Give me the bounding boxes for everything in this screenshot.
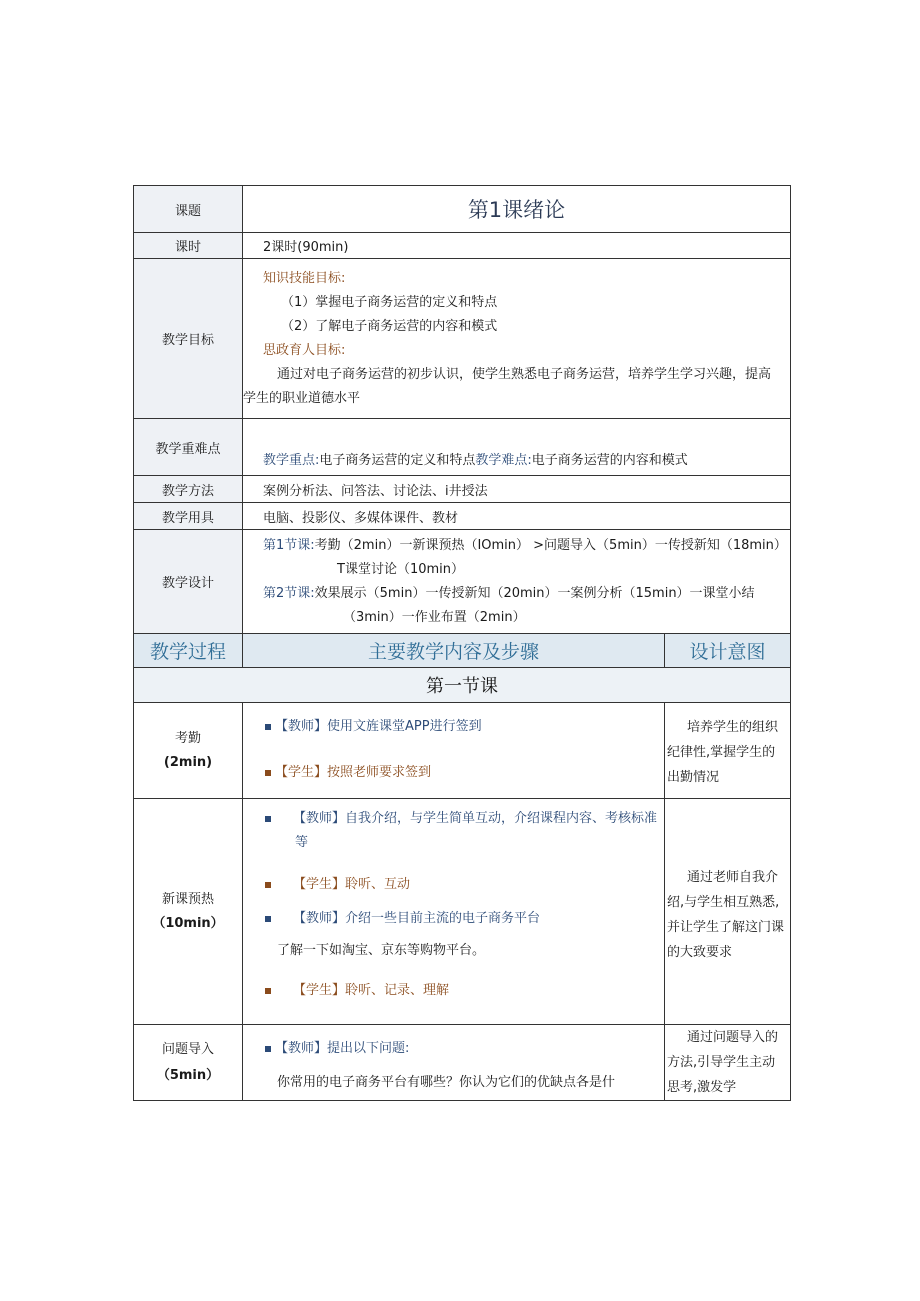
step-question-content [243,1025,665,1101]
objectives-label: 教学目标 [134,259,243,419]
warmup-intent: 通过老师自我介绍,与学生相互熟悉,并让学生了解这门课的大致要求 [665,799,791,1025]
bullet-icon [265,770,271,776]
section1-row [134,668,791,703]
knowledge-heading: 知识技能目标: [263,270,346,286]
warmup-teacher-2: 【教师】介绍一些目前主流的电子商务平台 [265,907,664,931]
warmup-student-1: 【学生】聆听、互动 [265,873,664,897]
hours-label: 课时 [134,233,243,259]
step-attendance-row [134,703,791,799]
attendance-teacher: 【教师】使用文旌课堂APP进行签到 [265,715,664,739]
design-row [134,530,791,634]
step-question-row [134,1025,791,1101]
lesson1-sequence: 考勤（2min）一新课预热（IOmin） >问题导入（5min）一传授新知（18min） [314,537,787,553]
bullet-icon [265,882,271,888]
question-text: 你常用的电子商务平台有哪些？你认为它们的优缺点各是什 [277,1075,616,1090]
lesson1-label: 第1节课: [263,537,315,553]
focus-text: 电子商务运营的定义和特点 [319,452,476,468]
warmup-note: 了解一下如淘宝、京东等购物平台。 [277,943,486,958]
tools-label: 教学用具 [134,503,243,530]
tools-value: 电脑、投影仪、多媒体课件、教材 [243,503,791,530]
methods-row [134,476,791,503]
step-warmup-time: （10min） [152,915,224,931]
hours-value: 2课时(90min) [243,233,791,259]
step-warmup-content [243,799,665,1025]
step-question-time: （5min） [156,1067,220,1083]
design-content [243,530,791,634]
design-label: 教学设计 [134,530,243,634]
step-question-name: 问题导入 [161,1041,214,1057]
step-attendance-cell [134,703,243,799]
warmup-teacher-1: 【教师】自我介绍，与学生简单互动，介绍课程内容、考核标准 [265,807,664,831]
objectives-content [243,259,791,419]
key-points-content [243,419,791,476]
step-attendance-time: (2min) [163,754,213,770]
objectives-row [134,259,791,419]
ideology-text-1: 通过对电子商务运营的初步认识，使学生熟悉电子商务运营，培养学生学习兴趣，提高 [277,366,772,382]
objective-item-2: （2）了解电子商务运营的内容和模式 [281,318,498,334]
ideology-text-2: 学生的职业道德水平 [243,390,361,406]
lesson2-line1 [263,582,790,606]
topic-row [134,186,791,233]
lesson2-line2: （3min）一作业布置（2min） [343,609,526,625]
step-warmup-name: 新课预热 [161,891,214,907]
focus-label: 教学重点: [263,452,320,468]
lesson1-line2: T课堂讨论（10min） [337,561,464,577]
lesson-plan-sheet [133,185,790,1101]
bullet-icon [265,816,271,822]
step-question-cell [134,1025,243,1101]
lesson1-line1 [263,534,790,558]
intent-col-header: 设计意图 [665,634,791,668]
process-header-row [134,634,791,668]
step-warmup-row [134,799,791,1025]
key-points-row [134,419,791,476]
methods-label: 教学方法 [134,476,243,503]
section1-title: 第一节课 [134,668,791,703]
warmup-student-2: 【学生】聆听、记录、理解 [265,979,664,1003]
attendance-intent: 培养学生的组织纪律性,掌握学生的出勤情况 [665,703,791,799]
bullet-icon [265,988,271,994]
bullet-icon [265,1046,271,1052]
content-col-header: 主要教学内容及步骤 [243,634,665,668]
step-warmup-cell [134,799,243,1025]
question-teacher: 【教师】提出以下问题: [265,1037,664,1061]
warmup-teacher-1b: 等 [295,835,309,850]
tools-row [134,503,791,530]
methods-value: 案例分析法、问答法、讨论法、i井授法 [243,476,791,503]
lesson2-label: 第2节课: [263,585,315,601]
question-intent: 通过问题导入的方法,引导学生主动思考,激发学 [665,1025,791,1101]
bullet-icon [265,724,271,730]
key-points-label: 教学重难点 [134,419,243,476]
objective-item-1: （1）掌握电子商务运营的定义和特点 [281,294,498,310]
topic-label: 课题 [134,186,243,233]
hours-row [134,233,791,259]
attendance-student: 【学生】按照老师要求签到 [265,761,664,785]
step-attendance-content [243,703,665,799]
difficulty-label: 教学难点: [475,452,532,468]
lesson-title: 第1课绪论 [243,186,791,233]
bullet-icon [265,916,271,922]
process-col-header: 教学过程 [134,634,243,668]
lesson-plan-table [133,185,791,1101]
difficulty-text: 电子商务运营的内容和模式 [531,452,688,468]
step-attendance-name: 考勤 [174,730,201,746]
ideology-heading: 思政育人目标: [263,342,346,358]
lesson2-sequence: 效果展示（5min）一传授新知（20min）一案例分析（15min）一课堂小结 [314,585,755,601]
